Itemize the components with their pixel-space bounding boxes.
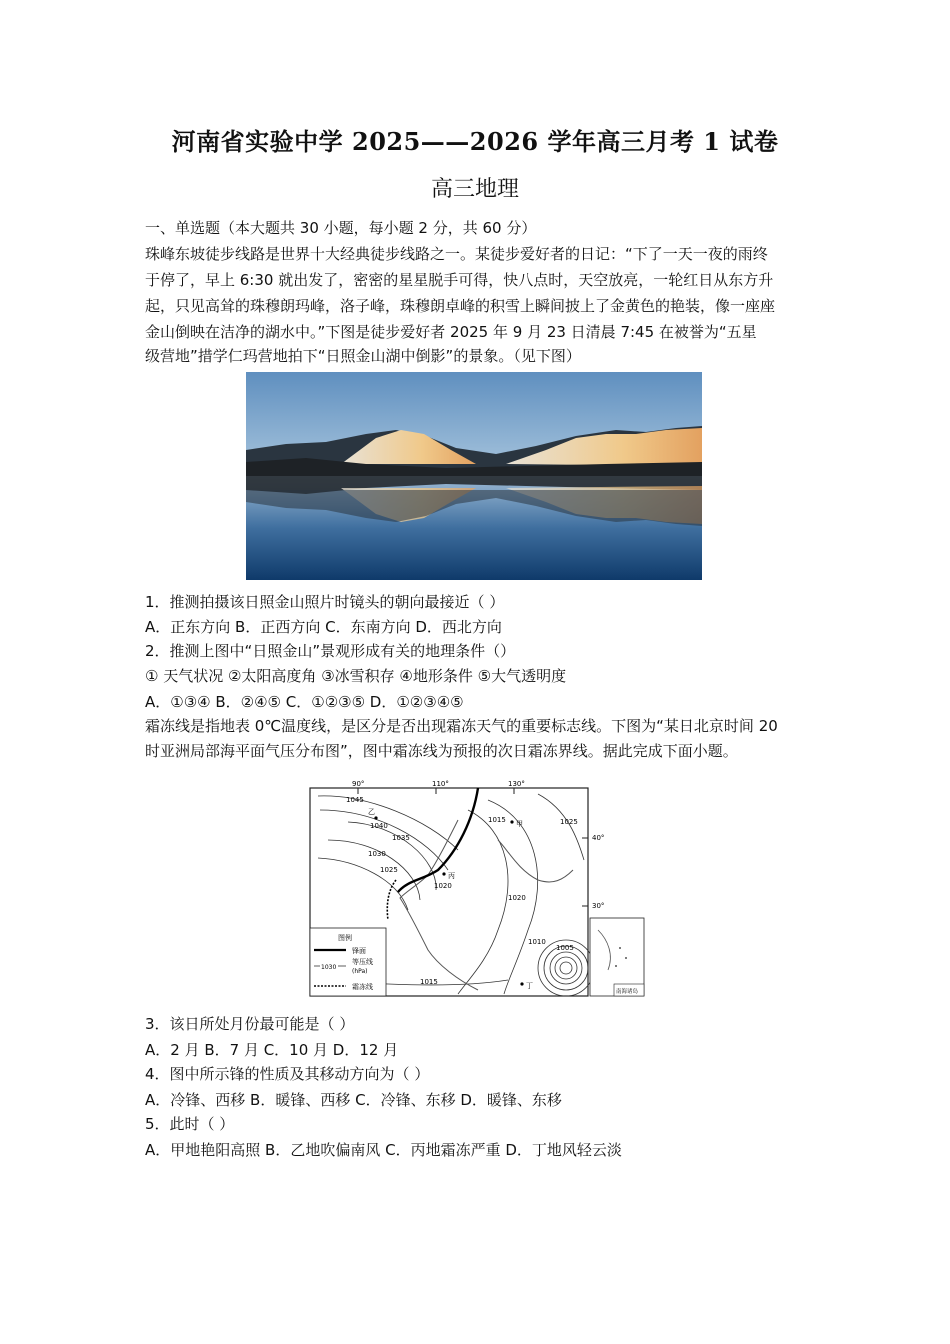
isobar-value: 1040 — [370, 822, 388, 830]
exam-title: 河南省实验中学 2025——2026 学年高三月考 1 试卷 — [171, 127, 779, 156]
q4-stem: 4．图中所示锋的性质及其移动方向为（ ） — [145, 1065, 430, 1083]
exam-subject: 高三地理 — [430, 177, 519, 202]
legend-isobar-sample: 1030 — [321, 964, 337, 971]
passage1-line: 珠峰东坡徒步线路是世界十大经典徒步线路之一。某徒步爱好者的日记：“下了一天一夜的雨终 — [145, 245, 768, 263]
q2-conditions: ① 天气状况 ②太阳高度角 ③冰雪积存 ④地形条件 ⑤大气透明度 — [145, 667, 567, 685]
q2-stem: 2．推测上图中“日照金山”景观形成有关的地理条件（） — [145, 642, 516, 660]
passage2-line: 霜冻线是指地表 0℃温度线，是区分是否出现霜冻天气的重要标志线。下图为“某日北京时间 20 — [145, 717, 778, 735]
inset-label: 南海诸岛 — [616, 989, 639, 995]
isobar-value: 1025 — [380, 866, 398, 874]
legend-frost: 霜冻线 — [352, 983, 373, 991]
place-label: 乙 — [368, 808, 375, 816]
q3-stem: 3．该日所处月份最可能是（ ） — [145, 1015, 355, 1033]
q1-options: A．正东方向 B．正西方向 C．东南方向 D．西北方向 — [145, 618, 502, 636]
isobar-value: 1015 — [420, 978, 438, 986]
q5-options: A．甲地艳阳高照 B．乙地吹偏南风 C．丙地霜冻严重 D．丁地风轻云淡 — [145, 1141, 622, 1159]
q3-options: A．2 月 B．7 月 C．10 月 D．12 月 — [145, 1041, 399, 1059]
place-label: 丁 — [526, 982, 533, 990]
lat-label: 40° — [592, 834, 605, 842]
isobar-value: 1010 — [528, 938, 546, 946]
place-label: 丙 — [448, 872, 455, 880]
isobar-value: 1005 — [556, 944, 574, 952]
isobar-value: 1025 — [560, 818, 578, 826]
passage1-line: 级营地”措学仁玛营地拍下“日照金山湖中倒影”的景象。（见下图） — [145, 347, 581, 365]
passage1-line: 于停了，早上 6:30 就出发了，密密的星星脱手可得，快八点时，天空放亮，一轮红日从东方升 — [145, 271, 774, 289]
legend-title: 图例 — [338, 934, 352, 942]
lat-label: 30° — [592, 902, 605, 910]
passage2-line: 时亚洲局部海平面气压分布图”，图中霜冻线为预报的次日霜冻界线。据此完成下面小题。 — [145, 742, 738, 760]
lon-label: 130° — [508, 780, 525, 788]
passage1-line: 起，只见高耸的珠穆朗玛峰，洛子峰，珠穆朗卓峰的积雪上瞬间披上了金黄色的艳装，像一座座 — [145, 297, 776, 315]
isobar-value: 1020 — [434, 882, 452, 890]
q5-stem: 5．此时（ ） — [145, 1115, 235, 1133]
isobar-value: 1045 — [346, 796, 364, 804]
legend-isobar-unit: (hPa) — [352, 968, 368, 975]
isobar-value: 1020 — [508, 894, 526, 902]
passage1-line: 金山倒映在洁净的湖水中。”下图是徒步爱好者 2025 年 9 月 23 日清晨 7:45 在被誉为“五星 — [145, 323, 757, 341]
legend-front: 锋面 — [352, 947, 366, 955]
legend-isobar: 等压线 — [352, 958, 373, 966]
isobar-value: 1035 — [392, 834, 410, 842]
q1-stem: 1．推测拍摄该日照金山照片时镜头的朝向最接近（ ） — [145, 593, 505, 611]
golden-mountain-photo — [246, 372, 702, 580]
lon-label: 110° — [432, 780, 449, 788]
pressure-map — [308, 780, 646, 998]
q4-options: A．冷锋、西移 B．暖锋、西移 C．冷锋、东移 D．暖锋、东移 — [145, 1091, 562, 1109]
section-heading: 一、单选题（本大题共 30 小题，每小题 2 分，共 60 分） — [145, 219, 537, 237]
q2-options: A．①③④ B．②④⑤ C．①②③⑤ D．①②③④⑤ — [145, 693, 464, 711]
isobar-value: 1015 — [488, 816, 506, 824]
isobar-value: 1030 — [368, 850, 386, 858]
lon-label: 90° — [352, 780, 365, 788]
place-label: 甲 — [516, 820, 523, 828]
